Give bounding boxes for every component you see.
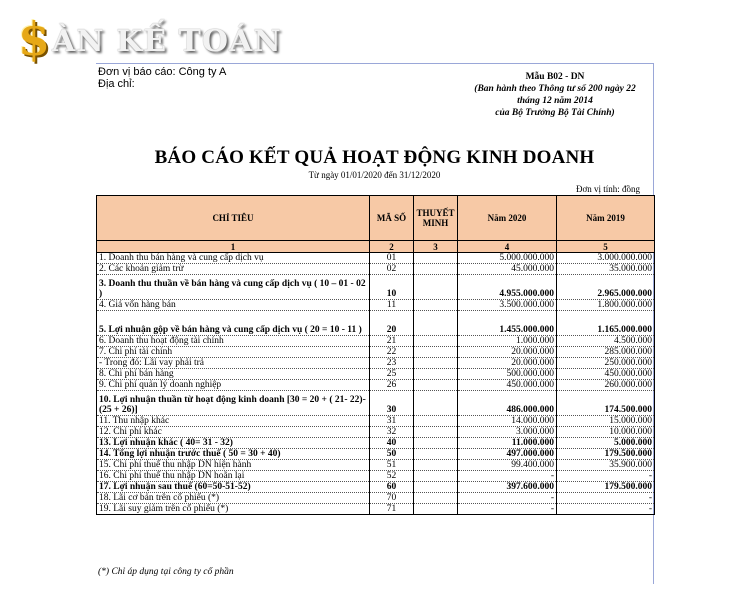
table-row[interactable] — [97, 427, 655, 438]
row-indicator: 18. Lãi cơ bản trên cổ phiếu (*) — [97, 493, 370, 504]
row-code: 51 — [370, 460, 414, 471]
row-value-2019: 250.000.000 — [557, 358, 655, 369]
table-row[interactable] — [97, 482, 655, 493]
row-value-2020: 45.000.000 — [458, 264, 557, 275]
row-value-2019: - — [557, 493, 655, 504]
row-value-2020: - — [458, 504, 557, 515]
row-indicator: 15. Chi phí thuế thu nhập DN hiện hành — [97, 460, 370, 471]
table-row[interactable] — [97, 471, 655, 482]
reporting-unit-block — [98, 66, 226, 90]
row-note — [414, 471, 458, 482]
row-value-2019: 5.000.000 — [557, 438, 655, 449]
row-indicator: 6. Doanh thu hoạt động tài chính — [97, 336, 370, 347]
table-row[interactable] — [97, 416, 655, 427]
row-value-2019: 450.000.000 — [557, 369, 655, 380]
row-indicator: 13. Lợi nhuận khác ( 40= 31 - 32) — [97, 438, 370, 449]
table-row[interactable] — [97, 336, 655, 347]
header-year-2020: Năm 2020 — [458, 196, 557, 241]
row-code: 60 — [370, 482, 414, 493]
row-code: 10 — [370, 275, 414, 300]
row-note — [414, 336, 458, 347]
form-note-line-1: (Ban hành theo Thông tư số 200 ngày 22 — [474, 84, 636, 94]
table-row[interactable] — [97, 391, 655, 416]
row-indicator: 14. Tổng lợi nhuận trước thuế ( 50 = 30 + 40) — [97, 449, 370, 460]
row-value-2020: 14.000.000 — [458, 416, 557, 427]
row-code: 31 — [370, 416, 414, 427]
row-note — [414, 275, 458, 300]
footnote: (*) Chỉ áp dụng tại công ty cổ phần — [98, 567, 234, 577]
form-code: Mẫu B02 - DN — [525, 72, 585, 82]
row-note — [414, 347, 458, 358]
report-period: Từ ngày 01/01/2020 đến 31/12/2020 — [308, 170, 441, 180]
column-number-row — [97, 241, 655, 253]
table-row[interactable] — [97, 264, 655, 275]
table-row[interactable] — [97, 369, 655, 380]
row-value-2019: 2.965.000.000 — [557, 275, 655, 300]
row-value-2019: 4.500.000 — [557, 336, 655, 347]
row-note — [414, 300, 458, 311]
row-value-2020: 5.000.000.000 — [458, 253, 557, 264]
row-value-2020: 3.500.000.000 — [458, 300, 557, 311]
report-title: BÁO CÁO KẾT QUẢ HOẠT ĐỘNG KINH DOANH — [154, 147, 595, 168]
row-value-2019: 10.000.000 — [557, 427, 655, 438]
row-value-2019: - — [557, 504, 655, 515]
col-number: 4 — [458, 241, 557, 253]
row-indicator: 17. Lợi nhuận sau thuế (60=50-51-52) — [97, 482, 370, 493]
row-indicator: 16. Chi phí thuế thu nhập DN hoãn lại — [97, 471, 370, 482]
table-row[interactable] — [97, 300, 655, 311]
header-year-2019: Năm 2019 — [557, 196, 655, 241]
row-value-2020: - — [458, 493, 557, 504]
table-row[interactable] — [97, 493, 655, 504]
form-note-line-3: của Bộ Trưởng Bộ Tài Chính) — [495, 108, 615, 118]
table-row[interactable] — [97, 275, 655, 300]
row-value-2020: 11.000.000 — [458, 438, 557, 449]
table-row[interactable] — [97, 347, 655, 358]
row-code: 20 — [370, 311, 414, 336]
row-indicator: 1. Doanh thu bán hàng và cung cấp dịch vụ — [97, 253, 370, 264]
logo-text: ÀN KẾ TOÁN — [52, 24, 282, 59]
row-note — [414, 438, 458, 449]
row-value-2020: 20.000.000 — [458, 347, 557, 358]
row-indicator: 4. Giá vốn hàng bán — [97, 300, 370, 311]
row-value-2019: - — [557, 471, 655, 482]
row-code: 32 — [370, 427, 414, 438]
row-indicator: 8. Chi phí bán hàng — [97, 369, 370, 380]
row-indicator: 2. Các khoản giảm trừ — [97, 264, 370, 275]
table-row[interactable] — [97, 460, 655, 471]
row-note — [414, 449, 458, 460]
row-code: 52 — [370, 471, 414, 482]
row-value-2019: 260.000.000 — [557, 380, 655, 391]
brand-logo — [18, 12, 282, 66]
row-value-2019: 179.500.000 — [557, 482, 655, 493]
row-value-2019: 1.165.000.000 — [557, 311, 655, 336]
header-code: MÃ SỐ — [370, 196, 414, 241]
col-number: 3 — [414, 241, 458, 253]
form-note-line-2: tháng 12 năm 2014 — [517, 96, 593, 106]
row-code: 50 — [370, 449, 414, 460]
row-indicator: 10. Lợi nhuận thuần từ hoạt động kinh doanh [30 = 20 + ( 21- 22)- (25 + 26)] — [97, 391, 370, 416]
reporting-unit: Đơn vị báo cáo: Công ty A — [98, 66, 227, 78]
row-indicator: 11. Thu nhập khác — [97, 416, 370, 427]
row-value-2020: 497.000.000 — [458, 449, 557, 460]
row-indicator: 5. Lợi nhuận gộp về bán hàng và cung cấp dịch vụ ( 20 = 10 - 11 ) — [97, 311, 370, 336]
row-note — [414, 493, 458, 504]
row-value-2019: 15.000.000 — [557, 416, 655, 427]
row-code: 22 — [370, 347, 414, 358]
row-note — [414, 369, 458, 380]
row-indicator: 19. Lãi suy giảm trên cổ phiếu (*) — [97, 504, 370, 515]
row-note — [414, 358, 458, 369]
dollar-logo-icon: $ — [18, 12, 51, 66]
form-reference — [455, 71, 655, 119]
row-note — [414, 416, 458, 427]
row-value-2020: 486.000.000 — [458, 391, 557, 416]
row-indicator: 12. Chi phí khác — [97, 427, 370, 438]
table-row[interactable] — [97, 504, 655, 515]
col-number: 5 — [557, 241, 655, 253]
row-code: 25 — [370, 369, 414, 380]
row-value-2019: 285.000.000 — [557, 347, 655, 358]
row-code: 01 — [370, 253, 414, 264]
row-code: 11 — [370, 300, 414, 311]
row-indicator: 3. Doanh thu thuần về bán hàng và cung cấp dịch vụ ( 10 – 01 - 02 ) — [97, 275, 370, 300]
row-code: 23 — [370, 358, 414, 369]
table-row[interactable] — [97, 438, 655, 449]
row-value-2019: 179.500.000 — [557, 449, 655, 460]
row-value-2019: 3.000.000.000 — [557, 253, 655, 264]
row-note — [414, 391, 458, 416]
row-code: 71 — [370, 504, 414, 515]
currency-unit: Đơn vị tính: đồng — [575, 184, 640, 194]
row-value-2020: 3.000.000 — [458, 427, 557, 438]
row-value-2020: - — [458, 471, 557, 482]
row-indicator: 7. Chi phí tài chính — [97, 347, 370, 358]
row-value-2020: 20.000.000 — [458, 358, 557, 369]
address-label: Địa chỉ: — [98, 78, 135, 90]
row-value-2019: 35.000.000 — [557, 264, 655, 275]
row-value-2020: 99.400.000 — [458, 460, 557, 471]
table-row[interactable] — [97, 380, 655, 391]
row-value-2019: 1.800.000.000 — [557, 300, 655, 311]
row-indicator: - Trong đó: Lãi vay phải trả — [97, 358, 370, 369]
row-value-2019: 35.900.000 — [557, 460, 655, 471]
income-statement-table — [96, 195, 655, 515]
header-note: THUYẾT MINH — [414, 196, 458, 241]
row-value-2019: 174.500.000 — [557, 391, 655, 416]
row-code: 40 — [370, 438, 414, 449]
header-indicator: CHỈ TIÊU — [97, 196, 370, 241]
row-indicator: 9. Chi phí quản lý doanh nghiệp — [97, 380, 370, 391]
row-value-2020: 397.600.000 — [458, 482, 557, 493]
row-note — [414, 460, 458, 471]
table-row[interactable] — [97, 358, 655, 369]
row-code: 21 — [370, 336, 414, 347]
row-note — [414, 482, 458, 493]
table-row[interactable] — [97, 311, 655, 336]
row-note — [414, 264, 458, 275]
table-row[interactable] — [97, 449, 655, 460]
row-code: 26 — [370, 380, 414, 391]
row-value-2020: 1.455.000.000 — [458, 311, 557, 336]
row-note — [414, 311, 458, 336]
row-value-2020: 500.000.000 — [458, 369, 557, 380]
row-note — [414, 427, 458, 438]
col-number: 1 — [97, 241, 370, 253]
row-note — [414, 253, 458, 264]
row-value-2020: 4.955.000.000 — [458, 275, 557, 300]
row-value-2020: 450.000.000 — [458, 380, 557, 391]
row-code: 30 — [370, 391, 414, 416]
table-row[interactable] — [97, 253, 655, 264]
row-note — [414, 380, 458, 391]
row-code: 02 — [370, 264, 414, 275]
row-code: 70 — [370, 493, 414, 504]
col-number: 2 — [370, 241, 414, 253]
table-header-row — [97, 196, 655, 241]
row-note — [414, 504, 458, 515]
row-value-2020: 1.000.000 — [458, 336, 557, 347]
